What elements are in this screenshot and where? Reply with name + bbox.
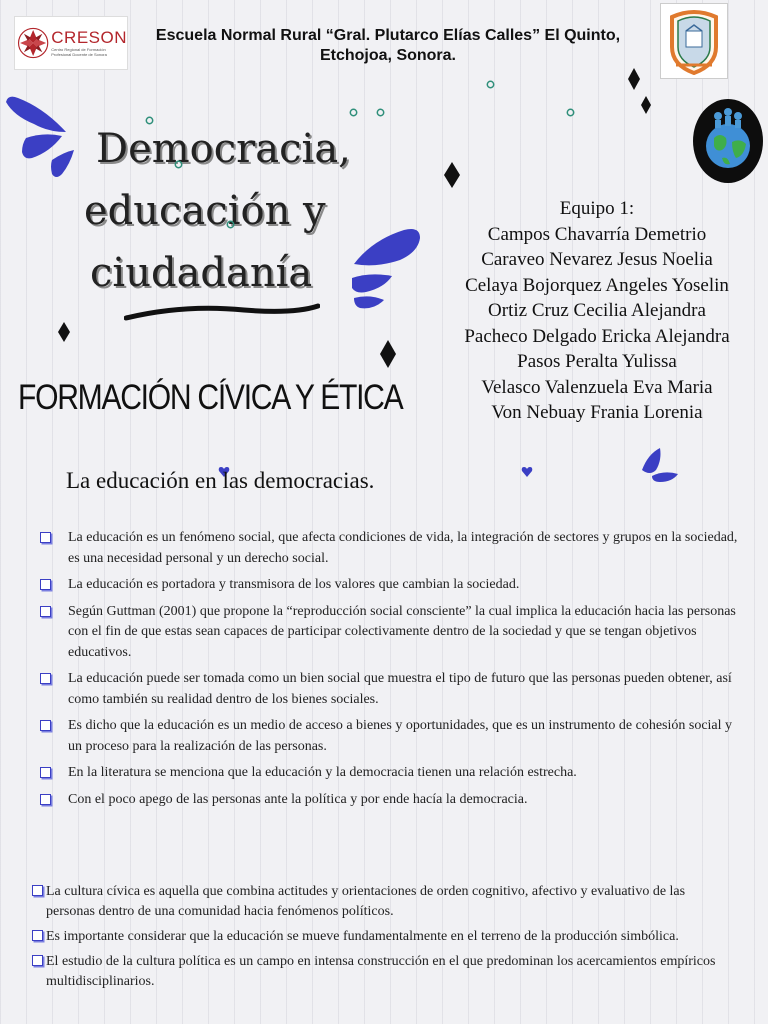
school-shield-icon	[664, 7, 724, 75]
diamond-sparkle-icon	[58, 322, 70, 342]
team-label: Equipo 1:	[559, 198, 635, 219]
presentation-title	[84, 118, 384, 304]
creson-logo	[14, 16, 128, 70]
bullet-list	[40, 528, 740, 816]
creson-brand: CRESON	[51, 28, 127, 47]
title-underline-decoration	[124, 300, 320, 324]
team-member: Velasco Valenzuela Eva Maria	[481, 376, 713, 398]
list-item	[32, 882, 732, 922]
dot-decoration	[349, 108, 358, 117]
list-item-text: Es dicho que la educación es un medio de acceso a bienes y oportunidades, que es un instrumento de cohesión social y un proceso para la realización de las personas.	[68, 718, 733, 754]
list-item	[40, 528, 740, 569]
diamond-sparkle-icon	[641, 96, 651, 114]
list-item-text: Con el poco apego de las personas ante la política y por ende hacía la democracia.	[68, 791, 528, 807]
school-name-line2: Etchojoa, Sonora.	[319, 47, 456, 64]
checkbox-bullet-icon	[32, 930, 43, 941]
list-item-text: En la literatura se menciona que la educación y la democracia tienen una relación estrecha.	[68, 765, 577, 780]
blue-splash-decoration	[638, 444, 682, 484]
checkbox-bullet-icon	[40, 720, 51, 731]
list-item	[32, 927, 732, 947]
school-name-line1: Escuela Normal Rural “Gral. Plutarco Elías Calles” El Quinto,	[155, 27, 621, 44]
checkbox-bullet-icon	[40, 794, 51, 805]
bullet-list-secondary	[32, 882, 732, 997]
dot-decoration	[486, 80, 495, 89]
heart-icon	[521, 466, 533, 478]
checkbox-bullet-icon	[40, 606, 51, 617]
list-item	[40, 575, 740, 596]
section-heading: La educación en las democracias.	[66, 468, 375, 493]
list-item	[40, 602, 740, 664]
creson-subtitle: Centro Regional de Formación Profesional Docente de Sonora	[51, 47, 107, 57]
list-item	[32, 952, 732, 992]
dot-decoration	[145, 116, 154, 125]
blue-splash-decoration	[4, 94, 76, 182]
dot-decoration	[174, 160, 183, 169]
team-member: Ortiz Cruz Cecilia Alejandra	[488, 300, 706, 321]
diamond-sparkle-icon	[628, 68, 640, 90]
team-member: Celaya Bojorquez Angeles Yoselin	[465, 274, 729, 296]
school-shield-logo	[660, 3, 728, 79]
checkbox-bullet-icon	[32, 955, 43, 966]
list-item-text: Según Guttman (2001) que propone la “reproducción social consciente” la cual implica la educación hacia las personas con el fin de que estas sean capaces de participar colectivamente dentro de la sociedad y que se tengan objetivos educativos.	[68, 603, 736, 660]
creson-emblem-icon	[17, 22, 49, 64]
diamond-sparkle-icon	[380, 340, 396, 368]
dot-decoration	[566, 108, 575, 117]
list-item-text: La educación es portadora y transmisora de los valores que cambian la sociedad.	[68, 577, 520, 592]
checkbox-bullet-icon	[32, 885, 43, 896]
team-member: Von Nebuay Frania Lorenia	[491, 402, 703, 423]
title-line2: educación y	[84, 188, 326, 234]
globe-people-icon	[692, 98, 764, 184]
list-item-text: La educación es un fenómeno social, que afecta condiciones de vida, la integración de sectores y grupos en la sociedad, es una necesidad personal y un derecho social.	[68, 530, 738, 566]
title-line1: Democracia,	[96, 126, 351, 172]
subject-title: FORMACIÓN CÍVICA Y ÉTICA	[18, 378, 403, 417]
checkbox-bullet-icon	[40, 532, 51, 543]
list-item	[40, 763, 740, 784]
list-item-text: La cultura cívica es aquella que combina actitudes y orientaciones de orden cognitivo, afectivo y evaluativo de las personas dentro de una comunidad hacia fenómenos políticos.	[46, 884, 686, 919]
dot-decoration	[226, 220, 235, 229]
dot-decoration	[376, 108, 385, 117]
diamond-sparkle-icon	[444, 162, 460, 188]
team-member: Campos Chavarría Demetrio	[487, 223, 707, 245]
list-item-text: La educación puede ser tomada como un bien social que muestra el tipo de futuro que las personas pueden obtener, así como también su realidad dentro de los bienes sociales.	[68, 671, 732, 707]
list-item	[40, 716, 740, 757]
checkbox-bullet-icon	[40, 579, 51, 590]
checkbox-bullet-icon	[40, 767, 51, 778]
checkbox-bullet-icon	[40, 673, 51, 684]
list-item	[40, 669, 740, 710]
list-item-text: Es importante considerar que la educación se mueve fundamentalmente en el terreno de la producción simbólica.	[46, 929, 679, 944]
team-member: Pasos Peralta Yulissa	[517, 351, 677, 372]
school-name	[128, 26, 648, 66]
team-members	[432, 196, 762, 426]
title-line3: ciudadanía	[90, 250, 313, 296]
blue-splash-decoration	[346, 226, 422, 310]
list-item-text: El estudio de la cultura política es un campo en intensa construcción en el que predominan los acercamientos empíricos multidisciplinarios.	[46, 954, 716, 989]
team-member: Caraveo Nevarez Jesus Noelia	[481, 249, 713, 270]
list-item	[40, 790, 740, 811]
team-member: Pacheco Delgado Ericka Alejandra	[464, 325, 730, 347]
